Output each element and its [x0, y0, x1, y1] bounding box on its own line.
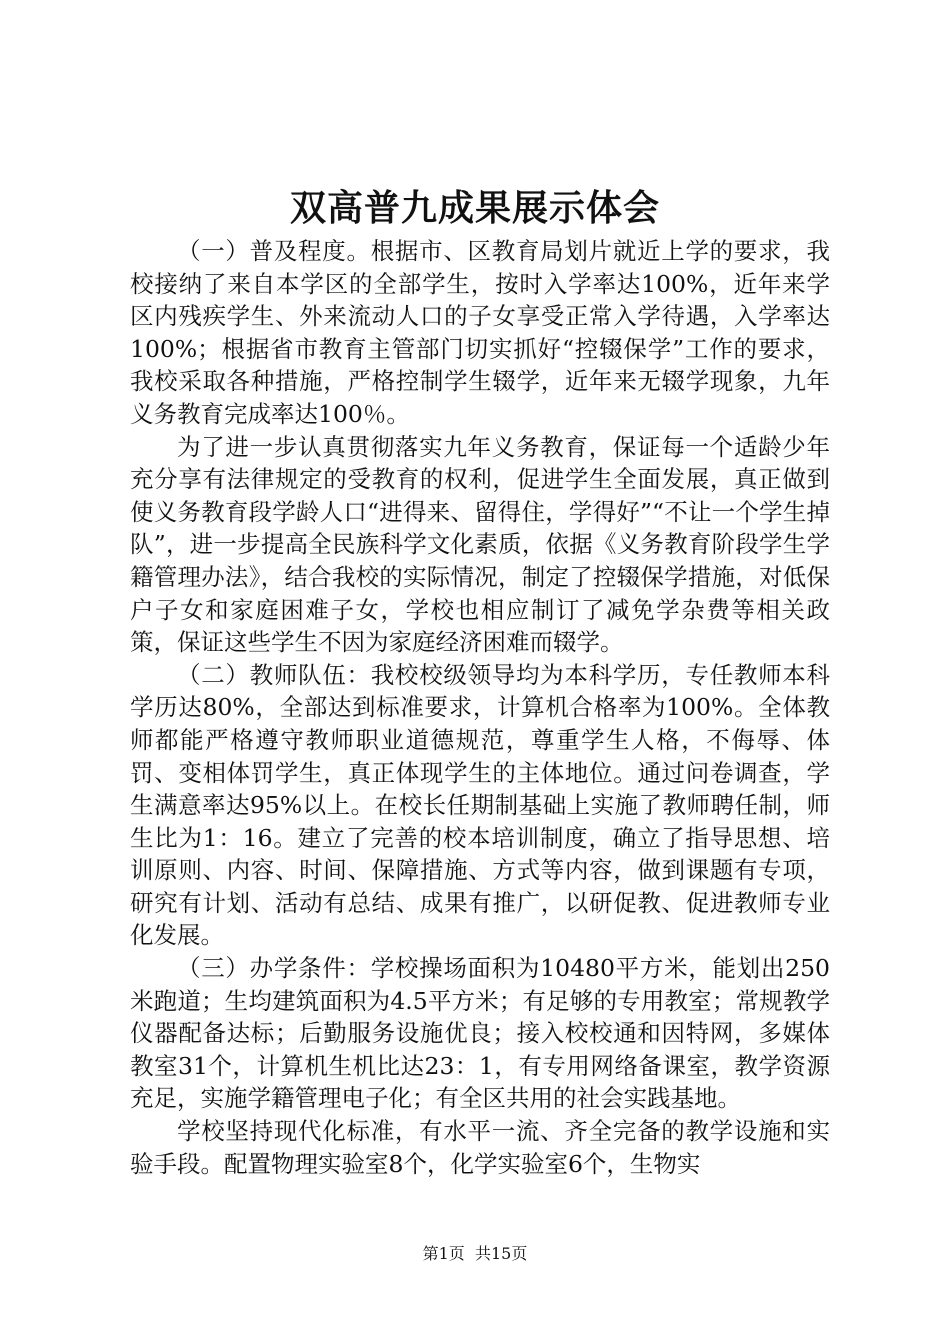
page-number: 第1页	[422, 1244, 465, 1263]
paragraph-enrollment: （一）普及程度。根据市、区教育局划片就近上学的要求，我校接纳了来自本学区的全部学生，按时入学率达100%，近年来学区内残疾学生、外来流动人口的子女享受正常入学待遇，入学率达100%；根据省市教育主管部门切实抓好“控辍保学”工作的要求，我校采取各种措施，严格控制学生辍学，近年来无辍学现象，九年义务教育完成率达100％。	[130, 237, 830, 428]
document-title: 双高普九成果展示体会	[289, 187, 660, 229]
paragraph-teaching-staff: （二）教师队伍：我校校级领导均为本科学历，专任教师本科学历达80%，全部达到标准要求，计算机合格率为100%。全体教师都能严格遵守教师职业道德规范，尊重学生人格，不侮辱、体罚、变相体罚学生，真正体现学生的主体地位。通过问卷调查，学生满意率达95%以上。在校长任期制基础上实施了教师聘任制，师生比为1：16。建立了完善的校本培训制度，确立了指导思想、培训原则、内容、时间、保障措施、方式等内容，做到课题有专项，研究有计划、活动有总结、成果有推广，以研促教、促进教师专业化发展。	[130, 660, 830, 950]
paragraph-dropout-control: 为了进一步认真贯彻落实九年义务教育，保证每一个适龄少年充分享有法律规定的受教育的权利，促进学生全面发展，真正做到使义务教育段学龄人口“进得来、留得住，学得好”“不让一个学生掉队”，进一步提高全民族科学文化素质，依据《义务教育阶段学生学籍管理办法》，结合我校的实际情况，制定了控辍保学措施，对低保户子女和家庭困难子女，学校也相应制订了减免学杂费等相关政策，保证这些学生不因为家庭经济困难而辍学。	[130, 432, 830, 657]
page-total: 共15页	[474, 1244, 528, 1263]
document-body	[130, 235, 830, 1180]
paragraph-school-conditions: （三）办学条件：学校操场面积为10480平方米，能划出250米跑道；生均建筑面积为4.5平方米；有足够的专用教室；常规教学仪器配备达标；后勤服务设施优良；接入校校通和因特网，多媒体教室31个，计算机生机比达23：1，有专用网络备课室，教学资源充足，实施学籍管理电子化；有全区共用的社会实践基地。	[130, 954, 830, 1113]
page-footer	[0, 1243, 950, 1265]
paragraph-facilities: 学校坚持现代化标准，有水平一流、齐全完备的教学设施和实验手段。配置物理实验室8个，化学实验室6个，生物实	[130, 1117, 830, 1178]
